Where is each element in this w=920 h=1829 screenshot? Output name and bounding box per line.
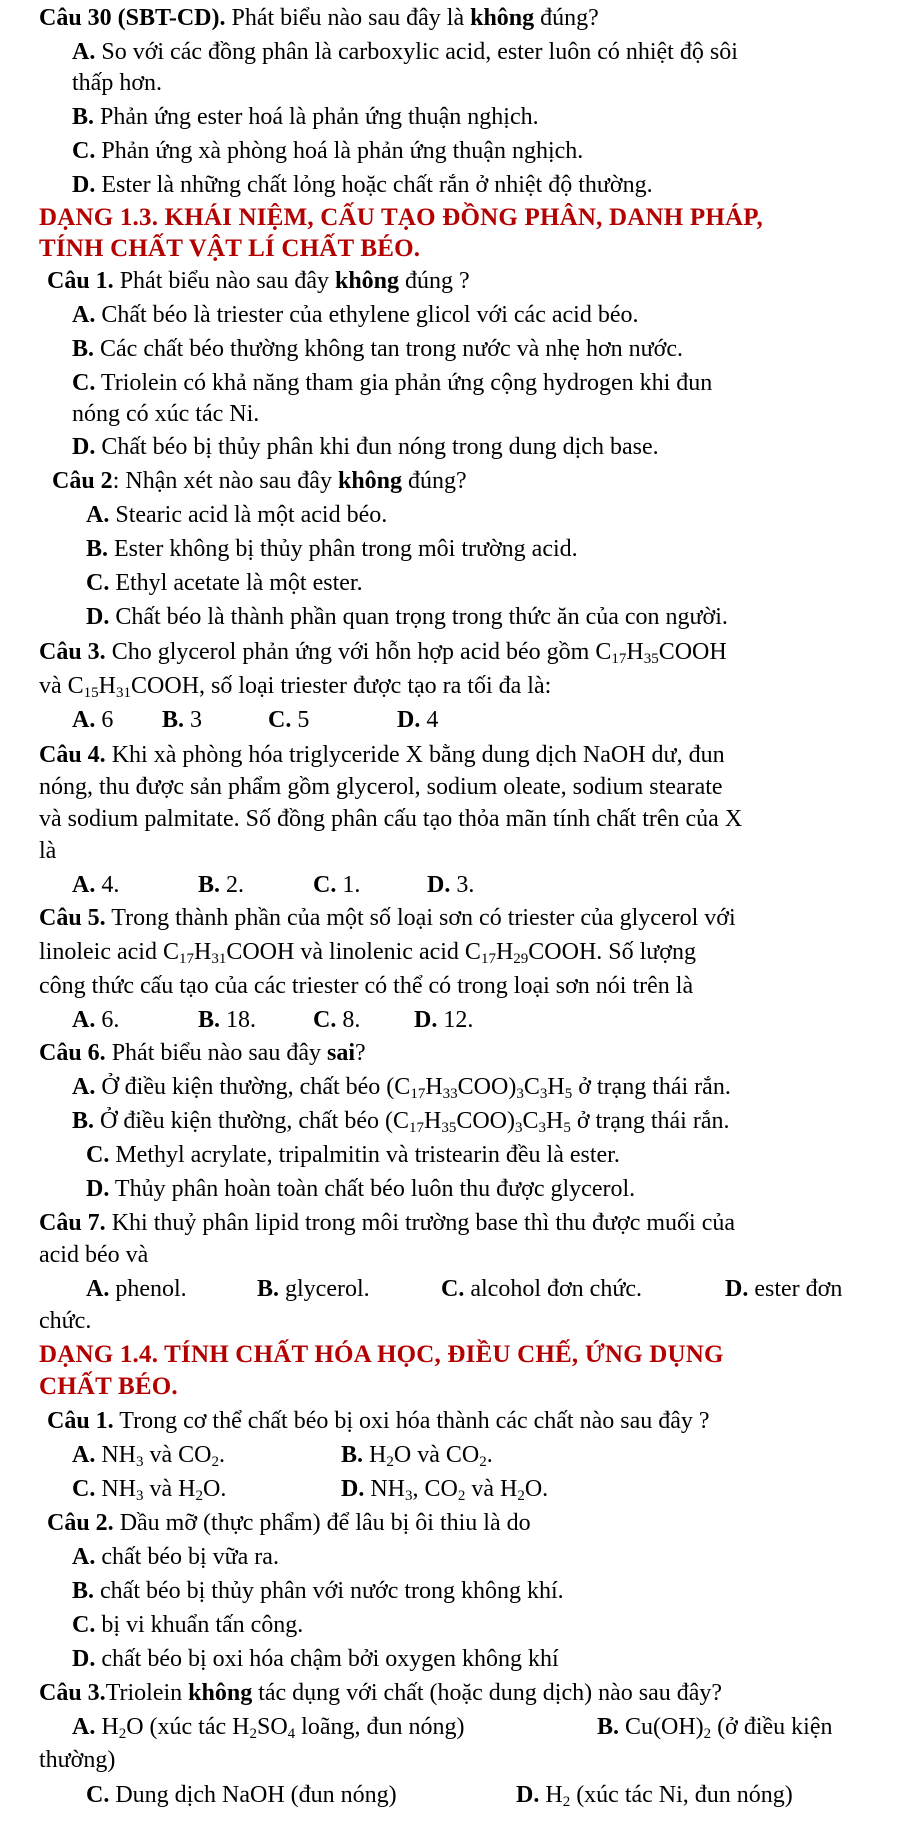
s13-q5-option-b: B. 18.	[198, 1007, 257, 1033]
section-1-3-title-line2: TÍNH CHẤT VẬT LÍ CHẤT BÉO.	[39, 235, 421, 262]
s13-q3-option-d: D. 4	[397, 707, 439, 733]
q30-option-b: B. Phản ứng ester hoá là phản ứng thuận nghịch.	[72, 104, 539, 130]
s13-q3-option-c: C. 5	[268, 707, 310, 733]
s14-q3-option-d: D. $H_2$ (xúc tác Ni, đun nóng)	[516, 1782, 793, 1810]
s13-q5-option-d: D. 12.	[414, 1007, 474, 1033]
s14-q2-option-a: A. chất béo bị vữa ra.	[72, 1544, 279, 1570]
s13-q7-stem: Câu 7. Khi thuỷ phân lipid trong môi trường base thì thu được muối của	[39, 1210, 736, 1236]
s13-q6-option-a: A. Ở điều kiện thường, chất béo $(C_{17}H_{33}COO)_3C_3H_5$ ở trạng thái rắn.	[72, 1074, 731, 1102]
s14-q2-option-b: B. chất béo bị thủy phân với nước trong không khí.	[72, 1578, 564, 1604]
s13-q4-stem-line3: và sodium palmitate. Số đồng phân cấu tạo thỏa mãn tính chất trên của X	[39, 806, 743, 832]
s13-q6-option-c: C. Methyl acrylate, tripalmitin và tristearin đều là ester.	[86, 1142, 620, 1168]
s13-q6-option-d: D. Thủy phân hoàn toàn chất béo luôn thu được glycerol.	[86, 1176, 636, 1202]
section-1-4-title-line2: CHẤT BÉO.	[39, 1373, 178, 1400]
s13-q5-stem-line3: công thức cấu tạo của các triester có thể có trong loại sơn nói trên là	[39, 973, 694, 999]
s13-q7-option-d-cont: chức.	[39, 1308, 92, 1334]
s13-q1-stem: Câu 1. Phát biểu nào sau đây không đúng ?	[47, 268, 470, 294]
s13-q1-option-c: C. Triolein có khả năng tham gia phản ứng cộng hydrogen khi đun	[72, 370, 713, 396]
s14-q1-option-b: B. $H_2O$ và $CO_2$.	[341, 1442, 493, 1470]
s13-q5-option-a: A. 6.	[72, 1007, 120, 1033]
s14-q1-option-a: A. $NH_3$ và $CO_2$.	[72, 1442, 226, 1470]
q30-option-a: A. So với các đồng phân là carboxylic acid, ester luôn có nhiệt độ sôi	[72, 39, 738, 65]
s13-q5-stem-line2: linoleic acid $C_{17}H_{31}COOH$ và linolenic acid $C_{17}H_{29}COOH$. Số lượng	[39, 939, 696, 967]
s13-q5-stem: Câu 5. Trong thành phần của một số loại sơn có triester của glycerol với	[39, 905, 736, 931]
s13-q1-option-b: B. Các chất béo thường không tan trong nước và nhẹ hơn nước.	[72, 336, 683, 362]
s13-q4-stem: Câu 4. Khi xà phòng hóa triglyceride X bằng dung dịch NaOH dư, đun	[39, 742, 725, 768]
s13-q2-option-b: B. Ester không bị thủy phân trong môi trường acid.	[86, 536, 578, 562]
s13-q7-option-d: D. ester đơn	[725, 1276, 843, 1302]
s13-q2-option-a: A. Stearic acid là một acid béo.	[86, 502, 388, 528]
s14-q1-option-d: D. $NH_3$, $CO_2$ và $H_2O$.	[341, 1476, 549, 1504]
s13-q3-stem-cont: và $C_{15}H_{31}COOH$, số loại triester được tạo ra tối đa là:	[39, 673, 552, 701]
s14-q2-option-c: C. bị vi khuẩn tấn công.	[72, 1612, 304, 1638]
s13-q7-option-a: A. phenol.	[86, 1276, 187, 1302]
section-1-4-title-line1: DẠNG 1.4. TÍNH CHẤT HÓA HỌC, ĐIỀU CHẾ, ỨNG DỤNG	[39, 1341, 724, 1368]
s13-q3-stem: Câu 3. Cho glycerol phản ứng với hỗn hợp acid béo gồm $C_{17}H_{35}COOH$	[39, 639, 727, 667]
s13-q4-stem-line2: nóng, thu được sản phẩm gồm glycerol, sodium oleate, sodium stearate	[39, 774, 723, 800]
section-1-3-title-line1: DẠNG 1.3. KHÁI NIỆM, CẤU TẠO ĐỒNG PHÂN, DANH PHÁP,	[39, 204, 763, 231]
s14-q3-option-a: A. $H_2O$ (xúc tác $H_2SO_4$ loãng, đun nóng)	[72, 1714, 465, 1742]
q30-option-c: C. Phản ứng xà phòng hoá là phản ứng thuận nghịch.	[72, 138, 584, 164]
s13-q6-stem: Câu 6. Phát biểu nào sau đây sai?	[39, 1040, 366, 1066]
s13-q3-option-a: A. 6	[72, 707, 114, 733]
s13-q5-option-c: C. 8.	[313, 1007, 361, 1033]
s13-q2-stem: Câu 2: Nhận xét nào sau đây không đúng?	[52, 468, 467, 494]
s13-q4-option-c: C. 1.	[313, 872, 361, 898]
q30-option-d: D. Ester là những chất lỏng hoặc chất rắn ở nhiệt độ thường.	[72, 172, 653, 198]
s14-q3-option-c: C. Dung dịch NaOH (đun nóng)	[86, 1782, 397, 1808]
s13-q1-option-d: D. Chất béo bị thủy phân khi đun nóng trong dung dịch base.	[72, 434, 659, 460]
s13-q2-option-c: C. Ethyl acetate là một ester.	[86, 570, 363, 596]
s13-q7-option-b: B. glycerol.	[257, 1276, 370, 1302]
s14-q3-stem: Câu 3.Triolein không tác dụng với chất (hoặc dung dịch) nào sau đây?	[39, 1680, 723, 1706]
s13-q1-option-a: A. Chất béo là triester của ethylene glicol với các acid béo.	[72, 302, 639, 328]
s13-q3-option-b: B. 3	[162, 707, 203, 733]
s14-q1-stem: Câu 1. Trong cơ thể chất béo bị oxi hóa thành các chất nào sau đây ?	[47, 1408, 710, 1434]
s14-q1-option-c: C. $NH_3$ và $H_2O$.	[72, 1476, 227, 1504]
q30-stem: Câu 30 (SBT-CD). Phát biểu nào sau đây là không đúng?	[39, 5, 599, 31]
s13-q4-stem-line4: là	[39, 838, 57, 864]
q30-option-a-cont: thấp hơn.	[72, 70, 163, 96]
s14-q2-option-d: D. chất béo bị oxi hóa chậm bởi oxygen không khí	[72, 1646, 559, 1672]
s14-q2-stem: Câu 2. Dầu mỡ (thực phẩm) để lâu bị ôi thiu là do	[47, 1510, 531, 1536]
s14-q3-option-b-cont: thường)	[39, 1747, 116, 1773]
s13-q1-option-c-cont: nóng có xúc tác Ni.	[72, 401, 260, 427]
s13-q6-option-b: B. Ở điều kiện thường, chất béo $(C_{17}H_{35}COO)_3C_3H_5$ ở trạng thái rắn.	[72, 1108, 730, 1136]
s13-q4-option-d: D. 3.	[427, 872, 475, 898]
s14-q3-option-b: B. $Cu(OH)_2$ (ở điều kiện	[597, 1714, 833, 1742]
s13-q7-option-c: C. alcohol đơn chức.	[441, 1276, 642, 1302]
s13-q2-option-d: D. Chất béo là thành phần quan trọng trong thức ăn của con người.	[86, 604, 728, 630]
s13-q4-option-a: A. 4.	[72, 872, 120, 898]
s13-q7-stem-cont: acid béo và	[39, 1242, 149, 1268]
s13-q4-option-b: B. 2.	[198, 872, 245, 898]
